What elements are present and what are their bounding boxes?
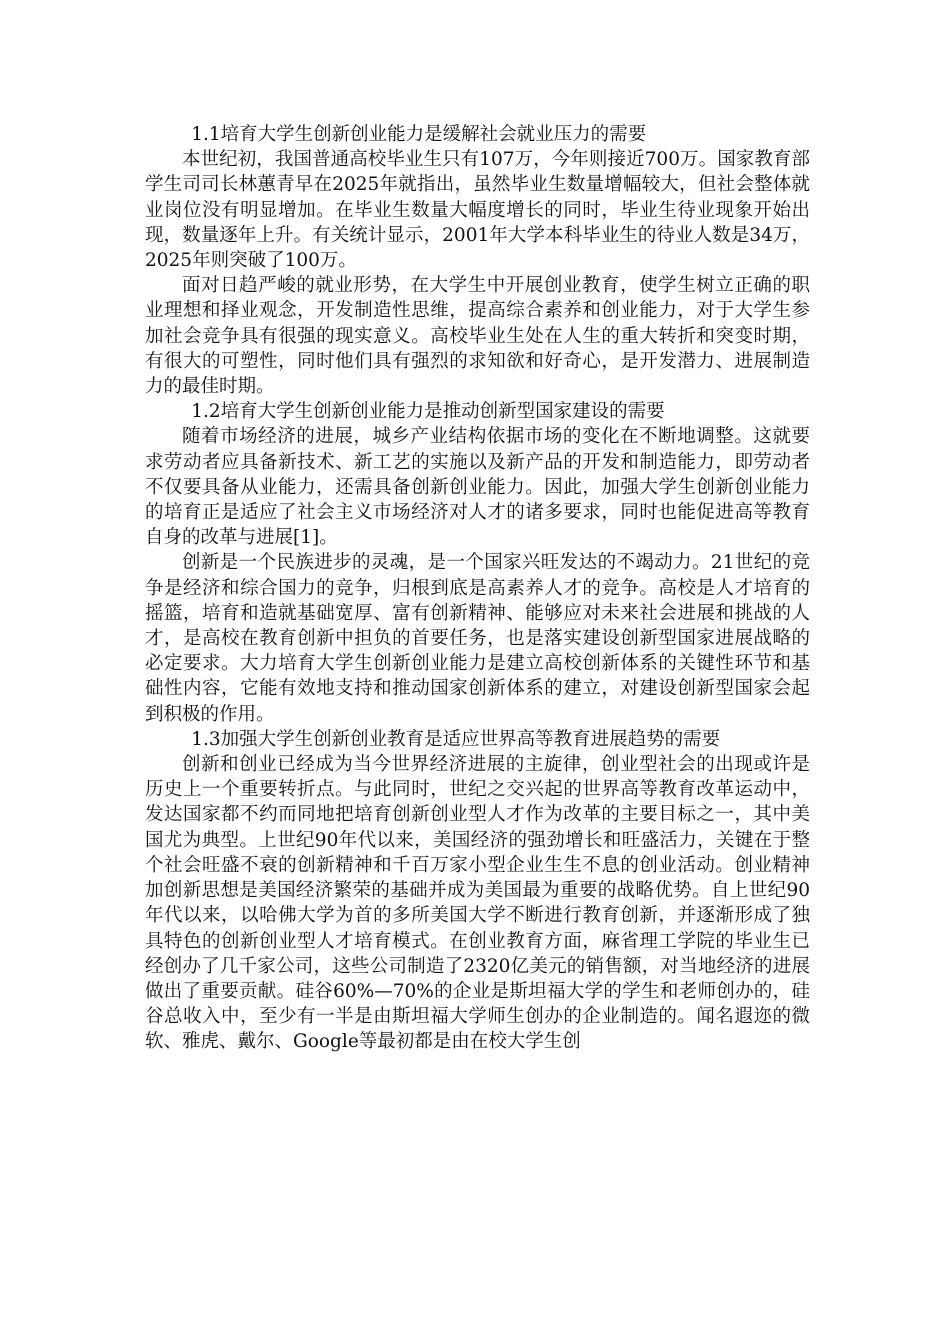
body-paragraph: 创新和创业已经成为当今世界经济进展的主旋律，创业型社会的出现或许是历史上一个重要转折点。与此同时，世纪之交兴起的世界高等教育改革运动中，发达国家都不约而同地把培育创新创业型人才作为改革的主要目标之一，其中美国尤为典型。上世纪90年代以来，美国经济的强劲增长和旺盛活力，关键在于整个社会旺盛不衰的创新精神和千百万家小型企业生生不息的创业活动。创业精神加创新思想是美国经济繁荣的基础并成为美国最为重要的战略优势。自上世纪90年代以来，以哈佛大学为首的多所美国大学不断进行教育创新，并逐渐形成了独具特色的创新创业型人才培育模式。在创业教育方面，麻省理工学院的毕业生已经创办了几千家公司，这些公司制造了2320亿美元的销售额，对当地经济的进展做出了重要贡献。硅谷60%—70%的企业是斯坦福大学的学生和老师创办的，硅谷总收入中，至少有一半是由斯坦福大学师生创办的企业制造的。闻名遐迩的微软、雅虎、戴尔、Google等最初都是由在校大学生创 <box>145 754 810 1053</box>
body-paragraph: 面对日趋严峻的就业形势，在大学生中开展创业教育，使学生树立正确的职业理想和择业观念，开发制造性思维，提高综合素养和创业能力，对于大学生参加社会竞争具有很强的现实意义。高校毕业生处在人生的重大转折和突变时期，有很大的可塑性，同时他们具有强烈的求知欲和好奇心，是开发潜力、进展制造力的最佳时期。 <box>145 275 810 398</box>
body-paragraph: 创新是一个民族进步的灵魂，是一个国家兴旺发达的不竭动力。21世纪的竞争是经济和综合国力的竞争，归根到底是高素养人才的竞争。高校是人才培育的摇篮，培育和造就基础宽厚、富有创新精神、能够应对未来社会进展和挑战的人才，是高校在教育创新中担负的首要任务，也是落实建设创新型国家进展战略的必定要求。大力培育大学生创新创业能力是建立高校创新体系的关键性环节和基础性内容，它能有效地支持和推动国家创新体系的建立，对建设创新型国家会起到积极的作用。 <box>145 552 810 725</box>
document-page <box>145 122 810 1055</box>
section-heading-1-2: 1.2培育大学生创新创业能力是推动创新型国家建设的需要 <box>191 401 665 423</box>
section-heading-1-1: 1.1培育大学生创新创业能力是缓解社会就业压力的需要 <box>191 124 647 145</box>
body-paragraph: 本世纪初，我国普通高校毕业生只有107万，今年则接近700万。国家教育部学生司司长林蕙青早在2025年就指出，虽然毕业生数量增幅较大，但社会整体就业岗位没有明显增加。在毕业生数量大幅度增长的同时，毕业生待业现象开始出现，数量逐年上升。有关统计显示，2001年大学本科毕业生的待业人数是34万，2025年则突破了100万。 <box>145 149 810 272</box>
section-heading-1-3: 1.3加强大学生创新创业教育是适应世界高等教育进展趋势的需要 <box>191 728 721 750</box>
body-paragraph: 随着市场经济的进展，城乡产业结构依据市场的变化在不断地调整。这就要求劳动者应具备新技术、新工艺的实施以及新产品的开发和制造能力，即劳动者不仅要具备从业能力，还需具备创新创业能力。因此，加强大学生创新创业能力的培育正是适应了社会主义市场经济对人才的诸多要求，同时也能促进高等教育自身的改革与进展[1]。 <box>145 426 810 549</box>
